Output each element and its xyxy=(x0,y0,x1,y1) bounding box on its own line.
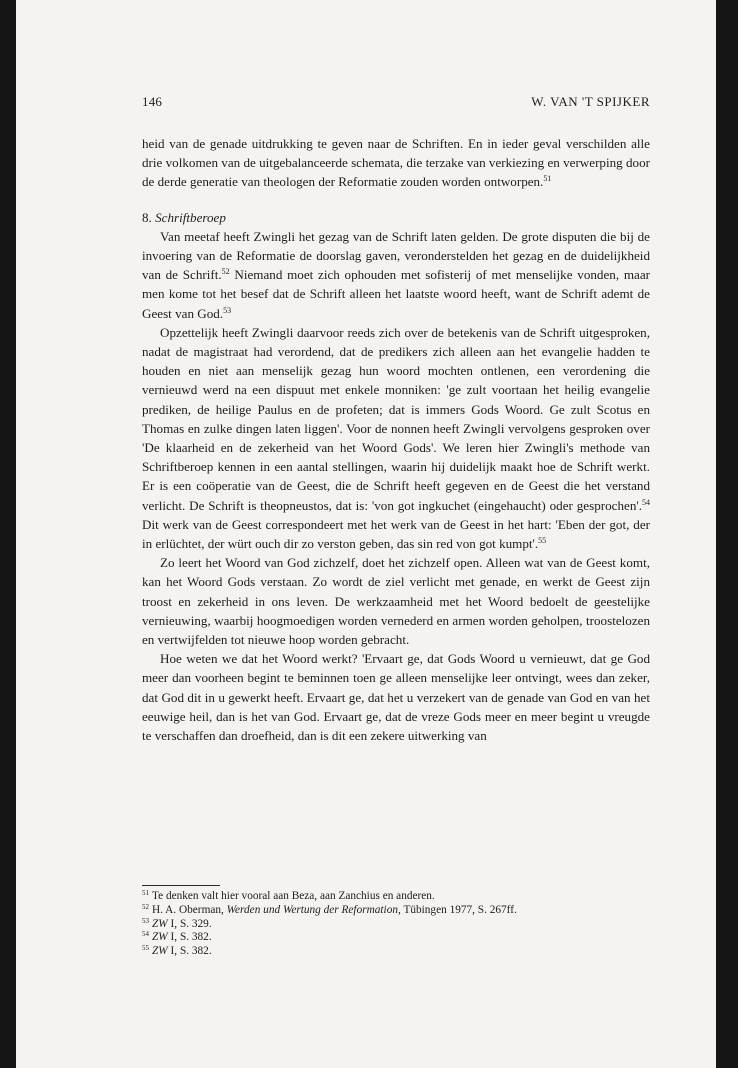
footnote-ref-53[interactable]: 53 xyxy=(223,305,232,315)
paragraph-3-text-b: Dit werk van de Geest correspondeert met het werk van de Geest in het hart: 'Eben der got, der in erlüchtet, der würt ouch dir zo verston geben, das sin red von got kumpt'. xyxy=(142,516,650,552)
footnote-abbrev: ZW xyxy=(152,917,168,930)
footnote-abbrev: ZW xyxy=(152,945,168,958)
paragraph-1 xyxy=(142,134,650,192)
footnote-53 xyxy=(142,918,650,932)
footnote-number: 53 xyxy=(142,916,149,925)
footnote-ref-55[interactable]: 55 xyxy=(538,536,547,546)
footnote-55 xyxy=(142,945,650,959)
paragraph-3 xyxy=(142,323,650,553)
paragraph-5: Hoe weten we dat het Woord werkt? 'Ervaart ge, dat Gods Woord u vernieuwt, dat ge God meer dan voorheen begint te beminnen toen ge alleen menselijke leer ontvingt, wees dan zeker, dat God dit in u gewerkt heeft. Ervaart ge, dat het u verzekert van de genade van God en van het eeuwige heil, dan is het van God. Ervaart ge, dat de vreze Gods meer en meer begint u vreugde te verschaffen dan droefheid, dan is dit een zekere uitwerking van xyxy=(142,651,650,744)
footnote-text: I, S. 382. xyxy=(167,931,212,944)
footnote-54 xyxy=(142,931,650,945)
scan-border-right xyxy=(716,0,738,1068)
running-header xyxy=(142,94,650,112)
footnote-text: Tübingen 1977, S. 267ff. xyxy=(400,903,517,916)
footnote-abbrev: ZW xyxy=(152,931,168,944)
paragraph-3-text-a: Opzettelijk heeft Zwingli daarvoor reeds zich over de betekenis van de Schrift uitgesproken, nadat de magistraat had verordend, dat de predikers zich alleen aan het evangelie hadden te houden en niet aan menselijk gezag hun woord mochten ontlenen, een verordening die vernieuwd werd na een dispuut met enkele monniken: 'ge zult voortaan het heilig evangelie prediken, de heilige Paulus en de profeten; dat is immers Gods Woord. Ge zult Scotus en Thomas en zulke dingen laten liggen'. Voor de nonnen heeft Zwingli vervolgens gesproken over 'De klaarheid en de zekerheid van het Woord Gods'. We leren hier Zwingli's methode van Schriftberoep kennen in een aantal stellingen, waarin hij duidelijk maakt hoe de Schrift werkt. Er is een coöperatie van de Geest, die de Schrift heeft gegeven en de Geest die het verstand verlicht. De Schrift is theopneustos, dat is: 'von got ingkuchet (eingehaucht) oder gesprochen'. xyxy=(142,324,650,513)
footnote-ref-51[interactable]: 51 xyxy=(543,174,552,184)
footnote-text: I, S. 382. xyxy=(167,945,212,958)
scan-border-left xyxy=(0,0,16,1068)
body-text xyxy=(142,134,650,745)
running-head-author: W. VAN 'T SPIJKER xyxy=(531,94,650,109)
footnote-text: H. A. Oberman, xyxy=(152,903,227,916)
footnote-51 xyxy=(142,890,650,904)
section-title: Schriftberoep xyxy=(155,209,226,225)
footnote-text: I, S. 329. xyxy=(167,917,212,930)
footnote-number: 55 xyxy=(142,944,149,953)
footnote-divider xyxy=(142,885,220,886)
footnote-ref-54[interactable]: 54 xyxy=(642,497,650,507)
section-number: 8. xyxy=(142,209,152,225)
page-number: 146 xyxy=(142,94,163,109)
footnote-number: 52 xyxy=(142,902,149,911)
footnote-52 xyxy=(142,904,650,918)
footnote-text: Te denken valt hier vooral aan Beza, aan Zanchius en anderen. xyxy=(152,890,435,902)
paragraph-2-text-a: Van meetaf heeft Zwingli het gezag van de Schrift laten gelden. De grote disputen die bij de invoering van de Reformatie de doorslag gaven, veronderstelden het gezag en de duidelijkheid van de Schrift. xyxy=(142,228,650,283)
footnotes xyxy=(142,890,650,959)
paragraph-1-text: heid van de genade uitdrukking te geven naar de Schriften. En in ieder geval verschilden alle drie volkomen van de uitgebalanceerde schemata, die terzake van verkiezing en verwerping door de derde generatie van theologen der Reformatie zouden worden ontworpen. xyxy=(142,136,650,190)
footnote-number: 51 xyxy=(142,889,149,897)
paragraph-2 xyxy=(142,227,650,323)
footnote-number: 54 xyxy=(142,930,149,939)
section-heading xyxy=(142,208,650,227)
footnote-book-title: Werden und Wertung der Reformation, xyxy=(226,903,401,916)
paragraph-4: Zo leert het Woord van God zichzelf, doet het zichzelf open. Alleen wat van de Geest komt, kan het Woord Gods verstaan. Zo wordt de ziel verlicht met genade, en werkt de Geest zijn troost en zekerheid in ons leven. De werkzaamheid met het Woord bedoelt de geestelijke vernieuwing, waarbij hoogmoedigen worden vernederd en armen worden geholpen, troostelozen en vertwijfelden tot nieuwe hoop worden gebracht. xyxy=(142,555,650,648)
paragraph-2-text-b: Niemand moet zich ophouden met sofisterij of met menselijke vonden, maar men kome tot het besef dat de Schrift alleen het laatste woord heeft, want de Schrift ademt de Geest van God. xyxy=(142,267,650,321)
footnote-ref-52[interactable]: 52 xyxy=(221,267,230,277)
